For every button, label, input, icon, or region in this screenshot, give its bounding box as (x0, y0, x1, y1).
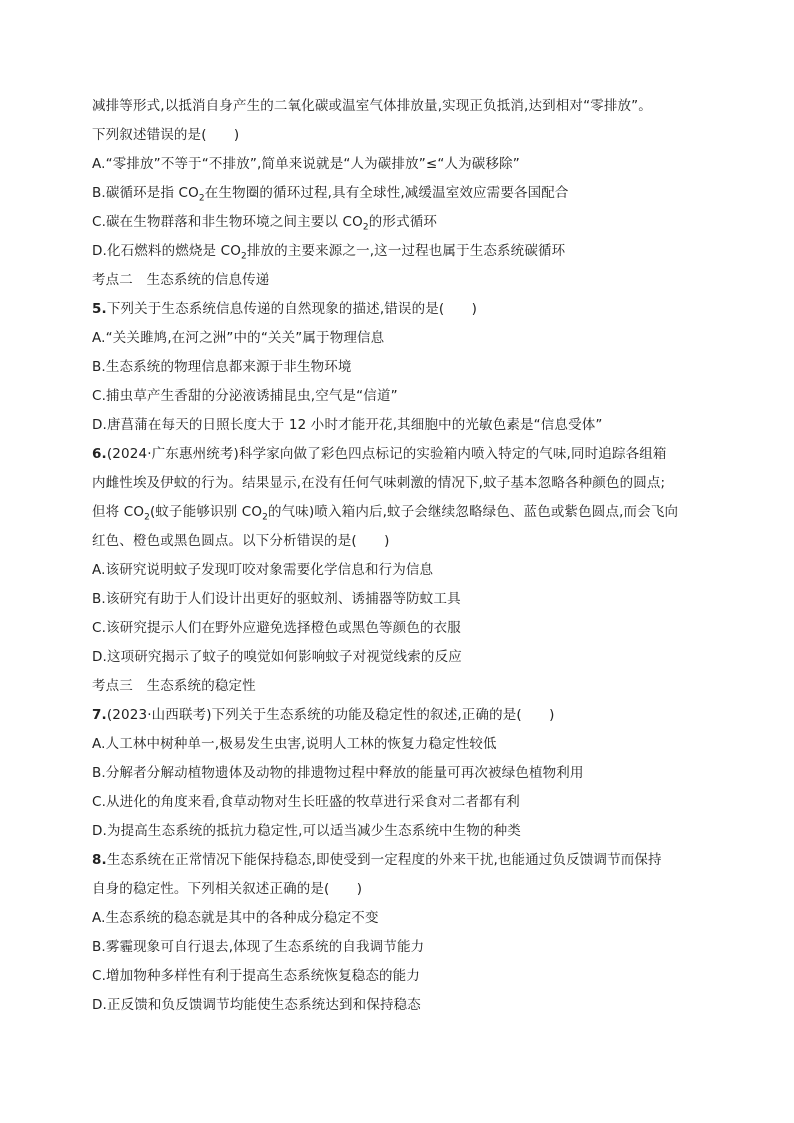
q5-option-a: A.“关关雎鸠,在河之洲”中的“关关”属于物理信息 (92, 330, 385, 346)
q5-option-c: C.捕虫草产生香甜的分泌液诱捕昆虫,空气是“信道” (92, 388, 398, 404)
q6-stem-line-1: 6.(2024·广东惠州统考)科学家向做了彩色四点标记的实验箱内喷入特定的气味,同时追踪各组箱 (92, 446, 667, 462)
intro-line-2: 下列叙述错误的是( ) (92, 127, 240, 143)
document-page (92, 92, 712, 1020)
section-heading-3: 考点三 生态系统的稳定性 (92, 678, 256, 694)
question-number: 6. (92, 446, 107, 462)
q8-option-d: D.正反馈和负反馈调节均能使生态系统达到和保持稳态 (92, 997, 421, 1013)
q7-option-d: D.为提高生态系统的抵抗力稳定性,可以适当减少生态系统中生物的种类 (92, 823, 521, 839)
q4-option-a: A.“零排放”不等于“不排放”,简单来说就是“人为碳排放”≤“人为碳移除” (92, 156, 520, 172)
q6-stem-line-3: 但将 $CO_2$(蚊子能够识别 $CO_2$的气味)喷入箱内后,蚊子会继续忽略绿色、蓝色或紫色圆点,而会飞向 (92, 504, 679, 523)
subscript: 2 (240, 251, 247, 262)
q4-option-c: C.碳在生物群落和非生物环境之间主要以 $CO_2$的形式循环 (92, 214, 438, 233)
q5-option-d: D.唐菖蒲在每天的日照长度大于 12 小时才能开花,其细胞中的光敏色素是“信息受体” (92, 417, 603, 433)
q7-option-b: B.分解者分解动植物遗体及动物的排遗物过程中释放的能量可再次被绿色植物利用 (92, 765, 584, 781)
q8-stem-line-1: 8.生态系统在正常情况下能保持稳态,即使受到一定程度的外来干扰,也能通过负反馈调节而保持 (92, 852, 662, 868)
question-number: 8. (92, 852, 107, 868)
q6-option-b: B.该研究有助于人们设计出更好的驱蚊剂、诱捕器等防蚊工具 (92, 591, 461, 607)
q8-option-b: B.雾霾现象可自行退去,体现了生态系统的自我调节能力 (92, 939, 425, 955)
q6-option-d: D.这项研究揭示了蚊子的嗅觉如何影响蚊子对视觉线索的反应 (92, 649, 462, 665)
q7-option-a: A.人工林中树种单一,极易发生虫害,说明人工林的恢复力稳定性较低 (92, 736, 497, 752)
q6-option-c: C.该研究提示人们在野外应避免选择橙色或黑色等颜色的衣服 (92, 620, 461, 636)
question-number: 5. (92, 301, 107, 317)
q6-stem-line-4: 红色、橙色或黑色圆点。以下分析错误的是( ) (92, 533, 390, 549)
q5-option-b: B.生态系统的物理信息都来源于非生物环境 (92, 359, 352, 375)
q7-option-c: C.从进化的角度来看,食草动物对生长旺盛的牧草进行采食对二者都有利 (92, 794, 520, 810)
subscript: 2 (262, 512, 268, 523)
q6-stem-line-2: 内雌性埃及伊蚊的行为。结果显示,在没有任何气味刺激的情况下,蚊子基本忽略各种颜色的圆点; (92, 475, 666, 491)
question-number: 7. (92, 707, 107, 723)
q5-stem: 5.下列关于生态系统信息传递的自然现象的描述,错误的是( ) (92, 301, 478, 317)
q8-stem-line-2: 自身的稳定性。下列相关叙述正确的是( ) (92, 881, 363, 897)
intro-line-1: 减排等形式,以抵消自身产生的二氧化碳或温室气体排放量,实现正负抵消,达到相对“零排放”。 (92, 98, 652, 114)
subscript: 2 (144, 512, 150, 523)
q4-option-b: B.碳循环是指 $CO_2$在生物圈的循环过程,具有全球性,减缓温室效应需要各国配合 (92, 185, 569, 204)
subscript: 2 (198, 193, 205, 204)
section-heading-2: 考点二 生态系统的信息传递 (92, 272, 270, 288)
q8-option-c: C.增加物种多样性有利于提高生态系统恢复稳态的能力 (92, 968, 420, 984)
q4-option-d: D.化石燃料的燃烧是 $CO_2$排放的主要来源之一,这一过程也属于生态系统碳循环 (92, 243, 566, 262)
subscript: 2 (362, 222, 369, 233)
q8-option-a: A.生态系统的稳态就是其中的各种成分稳定不变 (92, 910, 379, 926)
q6-option-a: A.该研究说明蚊子发现叮咬对象需要化学信息和行为信息 (92, 562, 434, 578)
q7-stem: 7.(2023·山西联考)下列关于生态系统的功能及稳定性的叙述,正确的是( ) (92, 707, 555, 723)
